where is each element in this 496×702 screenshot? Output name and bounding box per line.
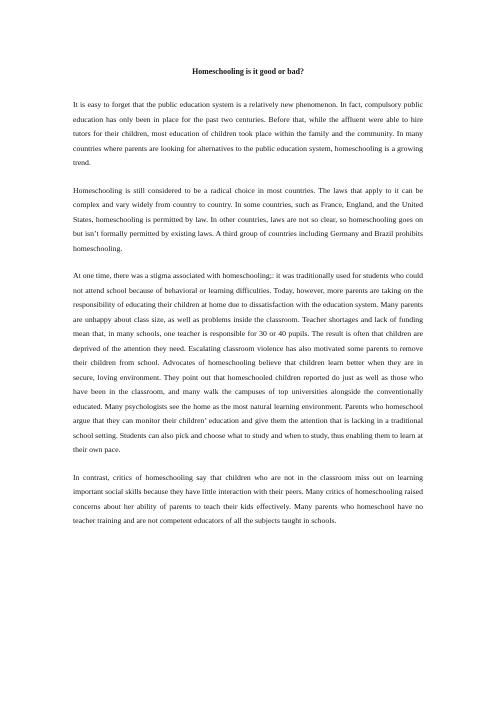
paragraph-2: Homeschooling is still considered to be a radical choice in most countries. The laws that apply to it can be complex and vary widely from country to country. In some countries, such as France, England, and the United States, homeschooling is permitted by law. In other countries, laws are not so clear, so homeschooling goes on but isn’t formally permitted by existing laws. A third group of countries including Germany and Brazil prohibits homeschooling.	[73, 185, 423, 253]
paragraph-3: At one time, there was a stigma associated with homeschooling;: it was traditionally used for students who could not attend school because of behavioral or learning difficulties. Today, however, more parents are taking on the responsibility of educating their children at home due to dissatisfaction with the education system. Many parents are unhappy about class size, as well as problems inside the classroom. Teacher shortages and lack of funding mean that, in many schools, one teacher is responsible for 30 or 40 pupils. The result is often that children are deprived of the attention they need. Escalating classroom violence has also motivated some parents to remove their children from school. Advocates of homeschooling believe that children learn better when they are in secure, loving environment. They point out that homeschooled children reported do just as well as those who have been in the classroom, and many walk the campuses of top universities alongside the conventionally educated. Many psychologists see the home as the most natural learning environment. Parents who homeschool argue that they can monitor their children’ education and give them the attention that is lacking in a traditional school setting. Students can also pick and choose what to study and when to study, thus enabling them to learn at their own pace.	[73, 271, 423, 454]
document-title: Homeschooling is it good or bad?	[192, 67, 304, 76]
paragraph-1: It is easy to forget that the public education system is a relatively new phenomenon. In fact, compulsory public education has only been in place for the past two centuries. Before that, while the affluent were able to hire tutors for their children, most education of children took place within the family and the community. In many countries where parents are looking for alternatives to the public education system, homeschooling is a growing trend.	[73, 100, 423, 167]
paragraph-4: In contrast, critics of homeschooling say that children who are not in the classroom miss out on learning important social skills because they have little interaction with their peers. Many critics of homeschooling raised concerns about her ability of parents to teach their kids effectively. Many parents who homeschool have no teacher training and are not competent educators of all the subjects taught in schools.	[73, 472, 423, 525]
document-page	[73, 66, 423, 542]
